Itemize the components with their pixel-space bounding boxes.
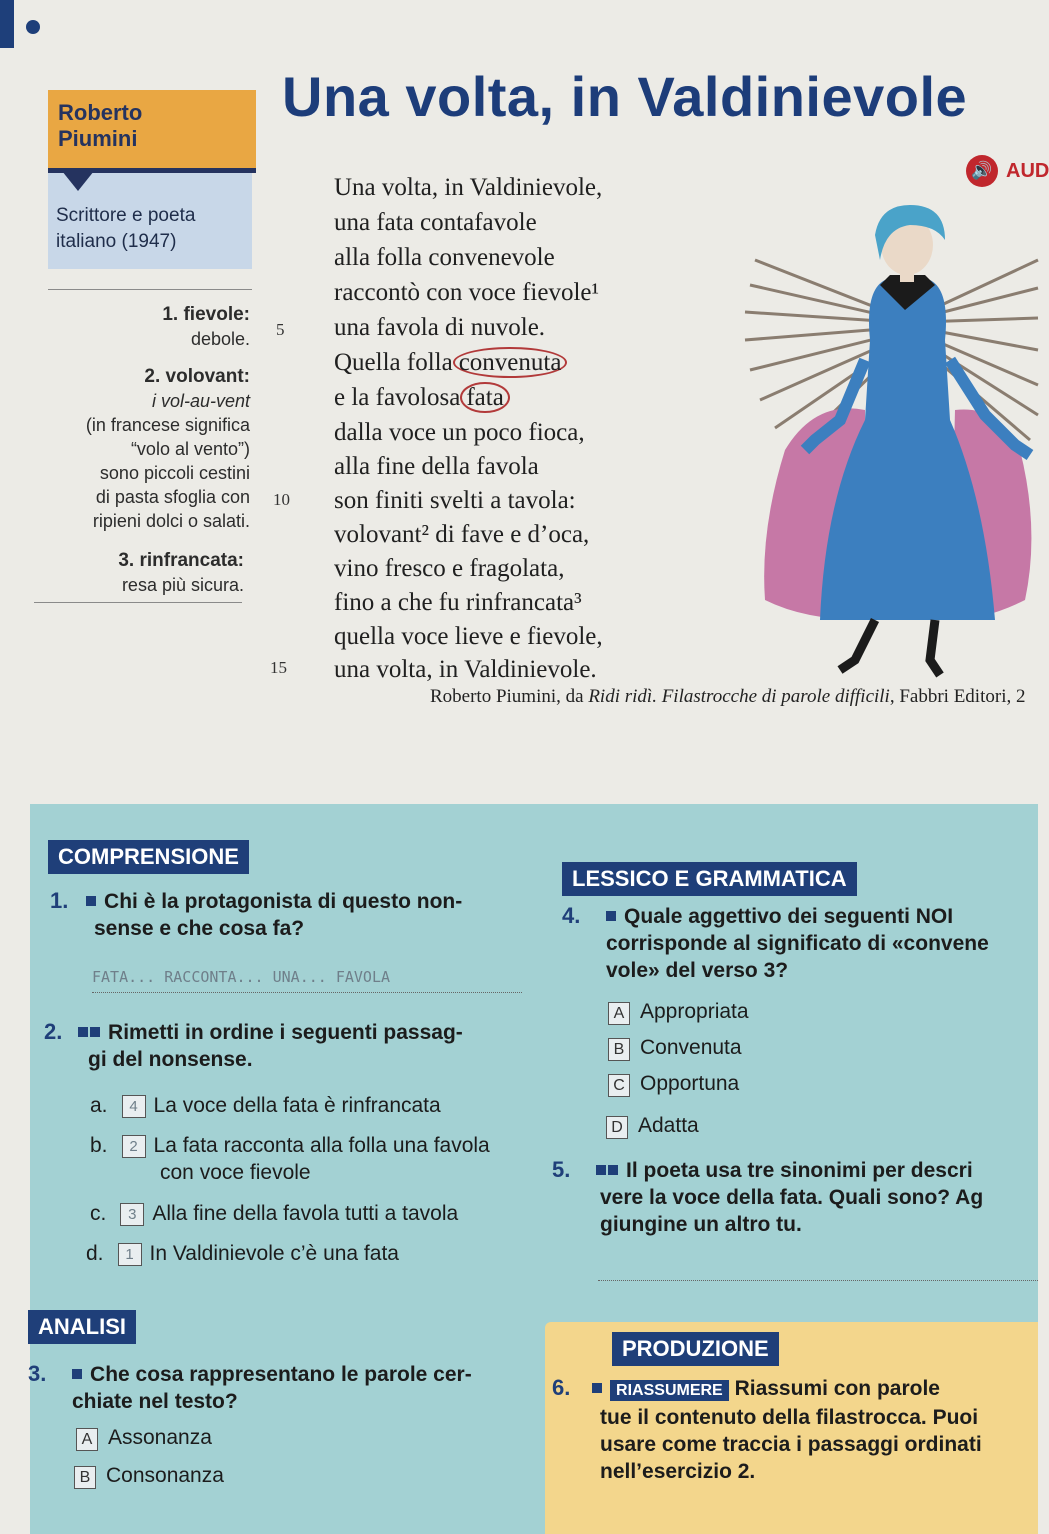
fairy-illustration	[745, 200, 1038, 680]
corner-bar	[0, 0, 14, 48]
poem-line: volovant² di fave e d’oca,	[334, 521, 590, 548]
question-text: Chi è la protagonista di questo non-	[104, 890, 463, 913]
order-number-box[interactable]: 2	[122, 1135, 146, 1158]
question-text: tue il contenuto della filastrocca. Puoi	[600, 1406, 979, 1429]
option-a[interactable]	[608, 998, 749, 1025]
glossary-bottom-rule	[34, 602, 242, 603]
question-text: corrisponde al significato di «convene	[606, 932, 989, 955]
order-number-box[interactable]: 1	[118, 1243, 142, 1266]
question-text: gi del nonsense.	[88, 1048, 253, 1071]
order-item-a	[90, 1092, 441, 1119]
glossary-def: ripieni dolci o salati.	[92, 511, 250, 531]
item-letter: c.	[90, 1202, 107, 1225]
order-number-box[interactable]: 3	[120, 1203, 144, 1226]
question-text: giungine un altro tu.	[600, 1213, 802, 1236]
option-d[interactable]	[606, 1112, 699, 1139]
glossary-item-fievole	[162, 302, 250, 351]
poem-line: quella voce lieve e fievole,	[334, 623, 603, 650]
question-2	[44, 1018, 544, 1073]
lessico-header: LESSICO E GRAMMATICA	[562, 862, 857, 896]
glossary-def: (in francese significa	[85, 415, 250, 435]
poem-line: fino a che fu rinfrancata³	[334, 589, 582, 616]
produzione-header: PRODUZIONE	[612, 1332, 779, 1366]
difficulty-square-icon	[90, 1027, 100, 1037]
page-title: Una volta, in Valdinievole	[282, 65, 968, 128]
difficulty-square-icon	[608, 1165, 618, 1175]
answer-line[interactable]	[92, 968, 522, 993]
option-a[interactable]	[76, 1424, 212, 1451]
author-first-name: Roberto	[58, 100, 143, 125]
option-text: Appropriata	[640, 1000, 749, 1023]
answer-line[interactable]	[598, 1268, 1038, 1281]
item-text: La voce della fata è rinfrancata	[153, 1094, 441, 1117]
question-5	[552, 1156, 1038, 1238]
question-6	[552, 1374, 1038, 1485]
question-text: nell’esercizio 2.	[600, 1460, 756, 1483]
question-text: Il poeta usa tre sinonimi per descri	[626, 1159, 973, 1182]
poem-line: dalla voce un poco fioca,	[334, 419, 585, 446]
glossary-def: resa più sicura.	[121, 575, 244, 595]
riassumere-badge: RIASSUMERE	[610, 1380, 729, 1401]
glossary-def: i vol-au-vent	[151, 391, 250, 411]
poem-line-6	[334, 348, 567, 378]
glossary-def: debole.	[190, 329, 250, 349]
question-text: usare come traccia i passaggi ordinati	[600, 1433, 982, 1456]
option-key-box[interactable]: A	[76, 1428, 98, 1451]
item-text: La fata racconta alla folla una favola	[153, 1134, 490, 1157]
question-text: vere la voce della fata. Quali sono? Ag	[600, 1186, 984, 1209]
question-number: 4.	[562, 903, 581, 928]
option-text: Convenuta	[640, 1036, 742, 1059]
option-c[interactable]	[608, 1070, 739, 1097]
option-text: Adatta	[638, 1114, 699, 1137]
poem-line: una volta, in Valdinievole.	[334, 656, 597, 683]
poem-text: Quella folla	[334, 349, 453, 376]
poem-line: son finiti svelti a tavola:	[334, 487, 576, 514]
option-key-box[interactable]: D	[606, 1116, 628, 1139]
author-name-box	[48, 90, 256, 168]
question-number: 3.	[28, 1361, 47, 1386]
author-notch	[62, 171, 94, 191]
difficulty-square-icon	[606, 911, 616, 921]
line-number: 10	[273, 490, 290, 509]
question-number: 6.	[552, 1375, 571, 1400]
option-b[interactable]	[74, 1462, 224, 1489]
difficulty-square-icon	[72, 1369, 82, 1379]
source-suffix: , Fabbri Editori, 2	[889, 686, 1026, 707]
question-text: Rimetti in ordine i seguenti passag-	[108, 1021, 463, 1044]
poem-line: alla folla convenevole	[334, 244, 555, 271]
comprensione-header: COMPRENSIONE	[48, 840, 249, 874]
poem-line: vino fresco e fragolata,	[334, 555, 565, 582]
option-key-box[interactable]: B	[74, 1466, 96, 1489]
glossary-top-rule	[48, 289, 252, 290]
handwritten-answer: FATA... RACCONTA... UNA... FAVOLA	[92, 968, 391, 986]
item-letter: a.	[90, 1094, 108, 1117]
poem-line: Una volta, in Valdinievole,	[334, 174, 603, 201]
author-desc-line1: Scrittore e poeta	[56, 205, 196, 226]
poem-line: una favola di nuvole.	[334, 314, 546, 341]
source-prefix: Roberto Piumini, da	[430, 686, 589, 707]
circled-word: fata	[460, 382, 509, 413]
question-1	[50, 887, 530, 942]
option-text: Opportuna	[640, 1072, 740, 1095]
glossary-def: sono piccoli cestini	[99, 463, 250, 483]
glossary-def: di pasta sfoglia con	[95, 487, 250, 507]
option-b[interactable]	[608, 1034, 742, 1061]
corner-dot	[26, 20, 40, 34]
glossary-term: 2. volovant:	[144, 366, 250, 387]
difficulty-square-icon	[78, 1027, 88, 1037]
question-number: 5.	[552, 1157, 571, 1182]
poem-text: e la favolosa	[334, 384, 461, 411]
poem-line: alla fine della favola	[334, 453, 539, 480]
item-text: con voce fievole	[160, 1161, 311, 1184]
poem-line: raccontò con voce fievole¹	[334, 279, 600, 306]
line-number: 5	[276, 320, 285, 339]
glossary-item-volovant	[86, 364, 250, 533]
question-number: 1.	[50, 888, 69, 913]
item-letter: b.	[90, 1134, 108, 1157]
difficulty-square-icon	[592, 1383, 602, 1393]
question-3	[28, 1360, 528, 1415]
question-number: 2.	[44, 1019, 63, 1044]
audio-label[interactable]: AUD	[1006, 160, 1049, 182]
analisi-header: ANALISI	[28, 1310, 136, 1344]
item-text: Alla fine della favola tutti a tavola	[152, 1202, 459, 1225]
question-text: Che cosa rappresentano le parole cer-	[90, 1363, 472, 1386]
glossary-def: “volo al vento”)	[130, 439, 250, 459]
poem-line: una fata contafavole	[334, 209, 537, 236]
option-text: Assonanza	[108, 1426, 212, 1449]
speaker-icon[interactable]: 🔊	[966, 155, 998, 187]
option-text: Consonanza	[106, 1464, 224, 1487]
question-text: vole» del verso 3?	[606, 959, 789, 982]
question-text: sense e che cosa fa?	[94, 917, 305, 940]
poem-line-7	[334, 383, 510, 413]
author-desc-line2: italiano (1947)	[56, 231, 177, 252]
glossary-term: 1. fievole:	[162, 304, 250, 325]
item-text: In Valdinievole c’è una fata	[149, 1242, 399, 1265]
order-item-d	[86, 1240, 399, 1267]
circled-word: convenuta	[453, 347, 568, 378]
question-text: Quale aggettivo dei seguenti NOI	[624, 905, 954, 928]
question-4	[562, 902, 1038, 984]
order-number-box[interactable]: 4	[122, 1095, 146, 1118]
question-text: chiate nel testo?	[72, 1390, 238, 1413]
source-citation	[430, 686, 1025, 708]
glossary-item-rinfrancata	[118, 548, 244, 597]
option-key-box[interactable]: C	[608, 1074, 630, 1097]
item-letter: d.	[86, 1242, 104, 1265]
source-book: Ridi ridì. Filastrocche di parole difficili	[588, 686, 890, 707]
glossary-term: 3. rinfrancata:	[118, 550, 244, 571]
order-item-b	[90, 1132, 490, 1186]
difficulty-square-icon	[596, 1165, 606, 1175]
option-key-box[interactable]: A	[608, 1002, 630, 1025]
order-item-c	[90, 1200, 458, 1227]
line-number: 15	[270, 658, 287, 677]
difficulty-square-icon	[86, 896, 96, 906]
option-key-box[interactable]: B	[608, 1038, 630, 1061]
question-text: Riassumi con parole	[734, 1377, 940, 1400]
author-last-name: Piumini	[58, 126, 138, 151]
